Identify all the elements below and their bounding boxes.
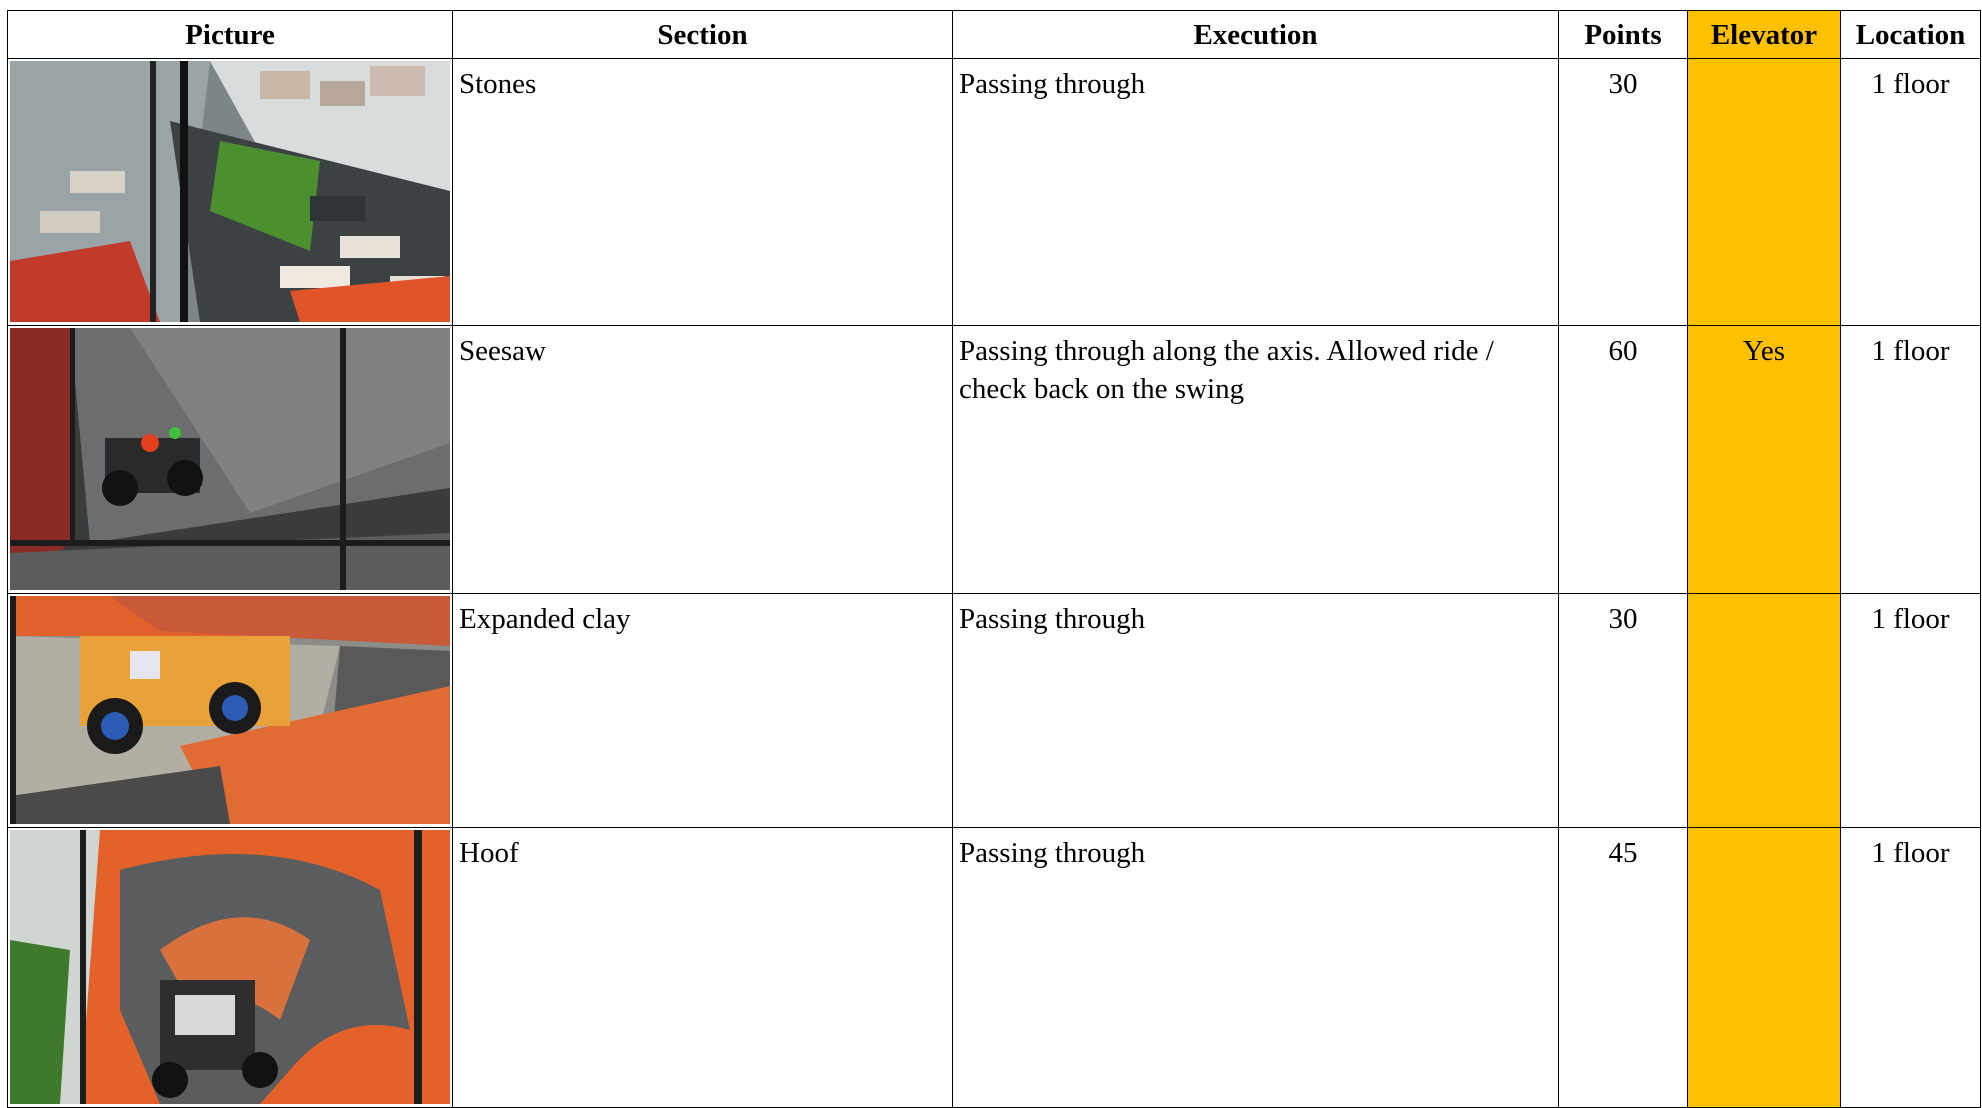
header-execution: Execution [953,11,1559,59]
section-cell: Seesaw [453,326,953,594]
location-cell: 1 floor [1841,594,1981,828]
picture-cell [8,326,453,594]
elevator-cell [1688,59,1841,326]
points-cell: 45 [1559,828,1688,1108]
location-cell: 1 floor [1841,326,1981,594]
header-picture: Picture [8,11,453,59]
table-row [8,326,1981,594]
section-cell: Stones [453,59,953,326]
section-cell: Hoof [453,828,953,1108]
spreadsheet [7,10,1981,1108]
picture-cell [8,828,453,1108]
elevator-cell [1688,828,1841,1108]
points-cell: 60 [1559,326,1688,594]
picture-cell [8,59,453,326]
location-cell: 1 floor [1841,828,1981,1108]
header-elevator: Elevator [1688,11,1841,59]
execution-cell: Passing through [953,828,1559,1108]
execution-cell: Passing through along the axis. Allowed ride / check back on the swing [953,326,1559,594]
section-cell: Expanded clay [453,594,953,828]
location-cell: 1 floor [1841,59,1981,326]
execution-cell: Passing through [953,59,1559,326]
points-cell: 30 [1559,59,1688,326]
header-location: Location [1841,11,1981,59]
elevator-cell: Yes [1688,326,1841,594]
header-points: Points [1559,11,1688,59]
header-row [8,11,1981,59]
table-row [8,828,1981,1108]
elevator-cell [1688,594,1841,828]
table-row [8,594,1981,828]
hoof-photo [10,830,450,1104]
seesaw-photo [10,328,450,590]
points-cell: 30 [1559,594,1688,828]
header-section: Section [453,11,953,59]
stones-photo [10,61,450,322]
sections-table [7,10,1981,1108]
table-row [8,59,1981,326]
expanded-clay-photo [10,596,450,824]
picture-cell [8,594,453,828]
execution-cell: Passing through [953,594,1559,828]
